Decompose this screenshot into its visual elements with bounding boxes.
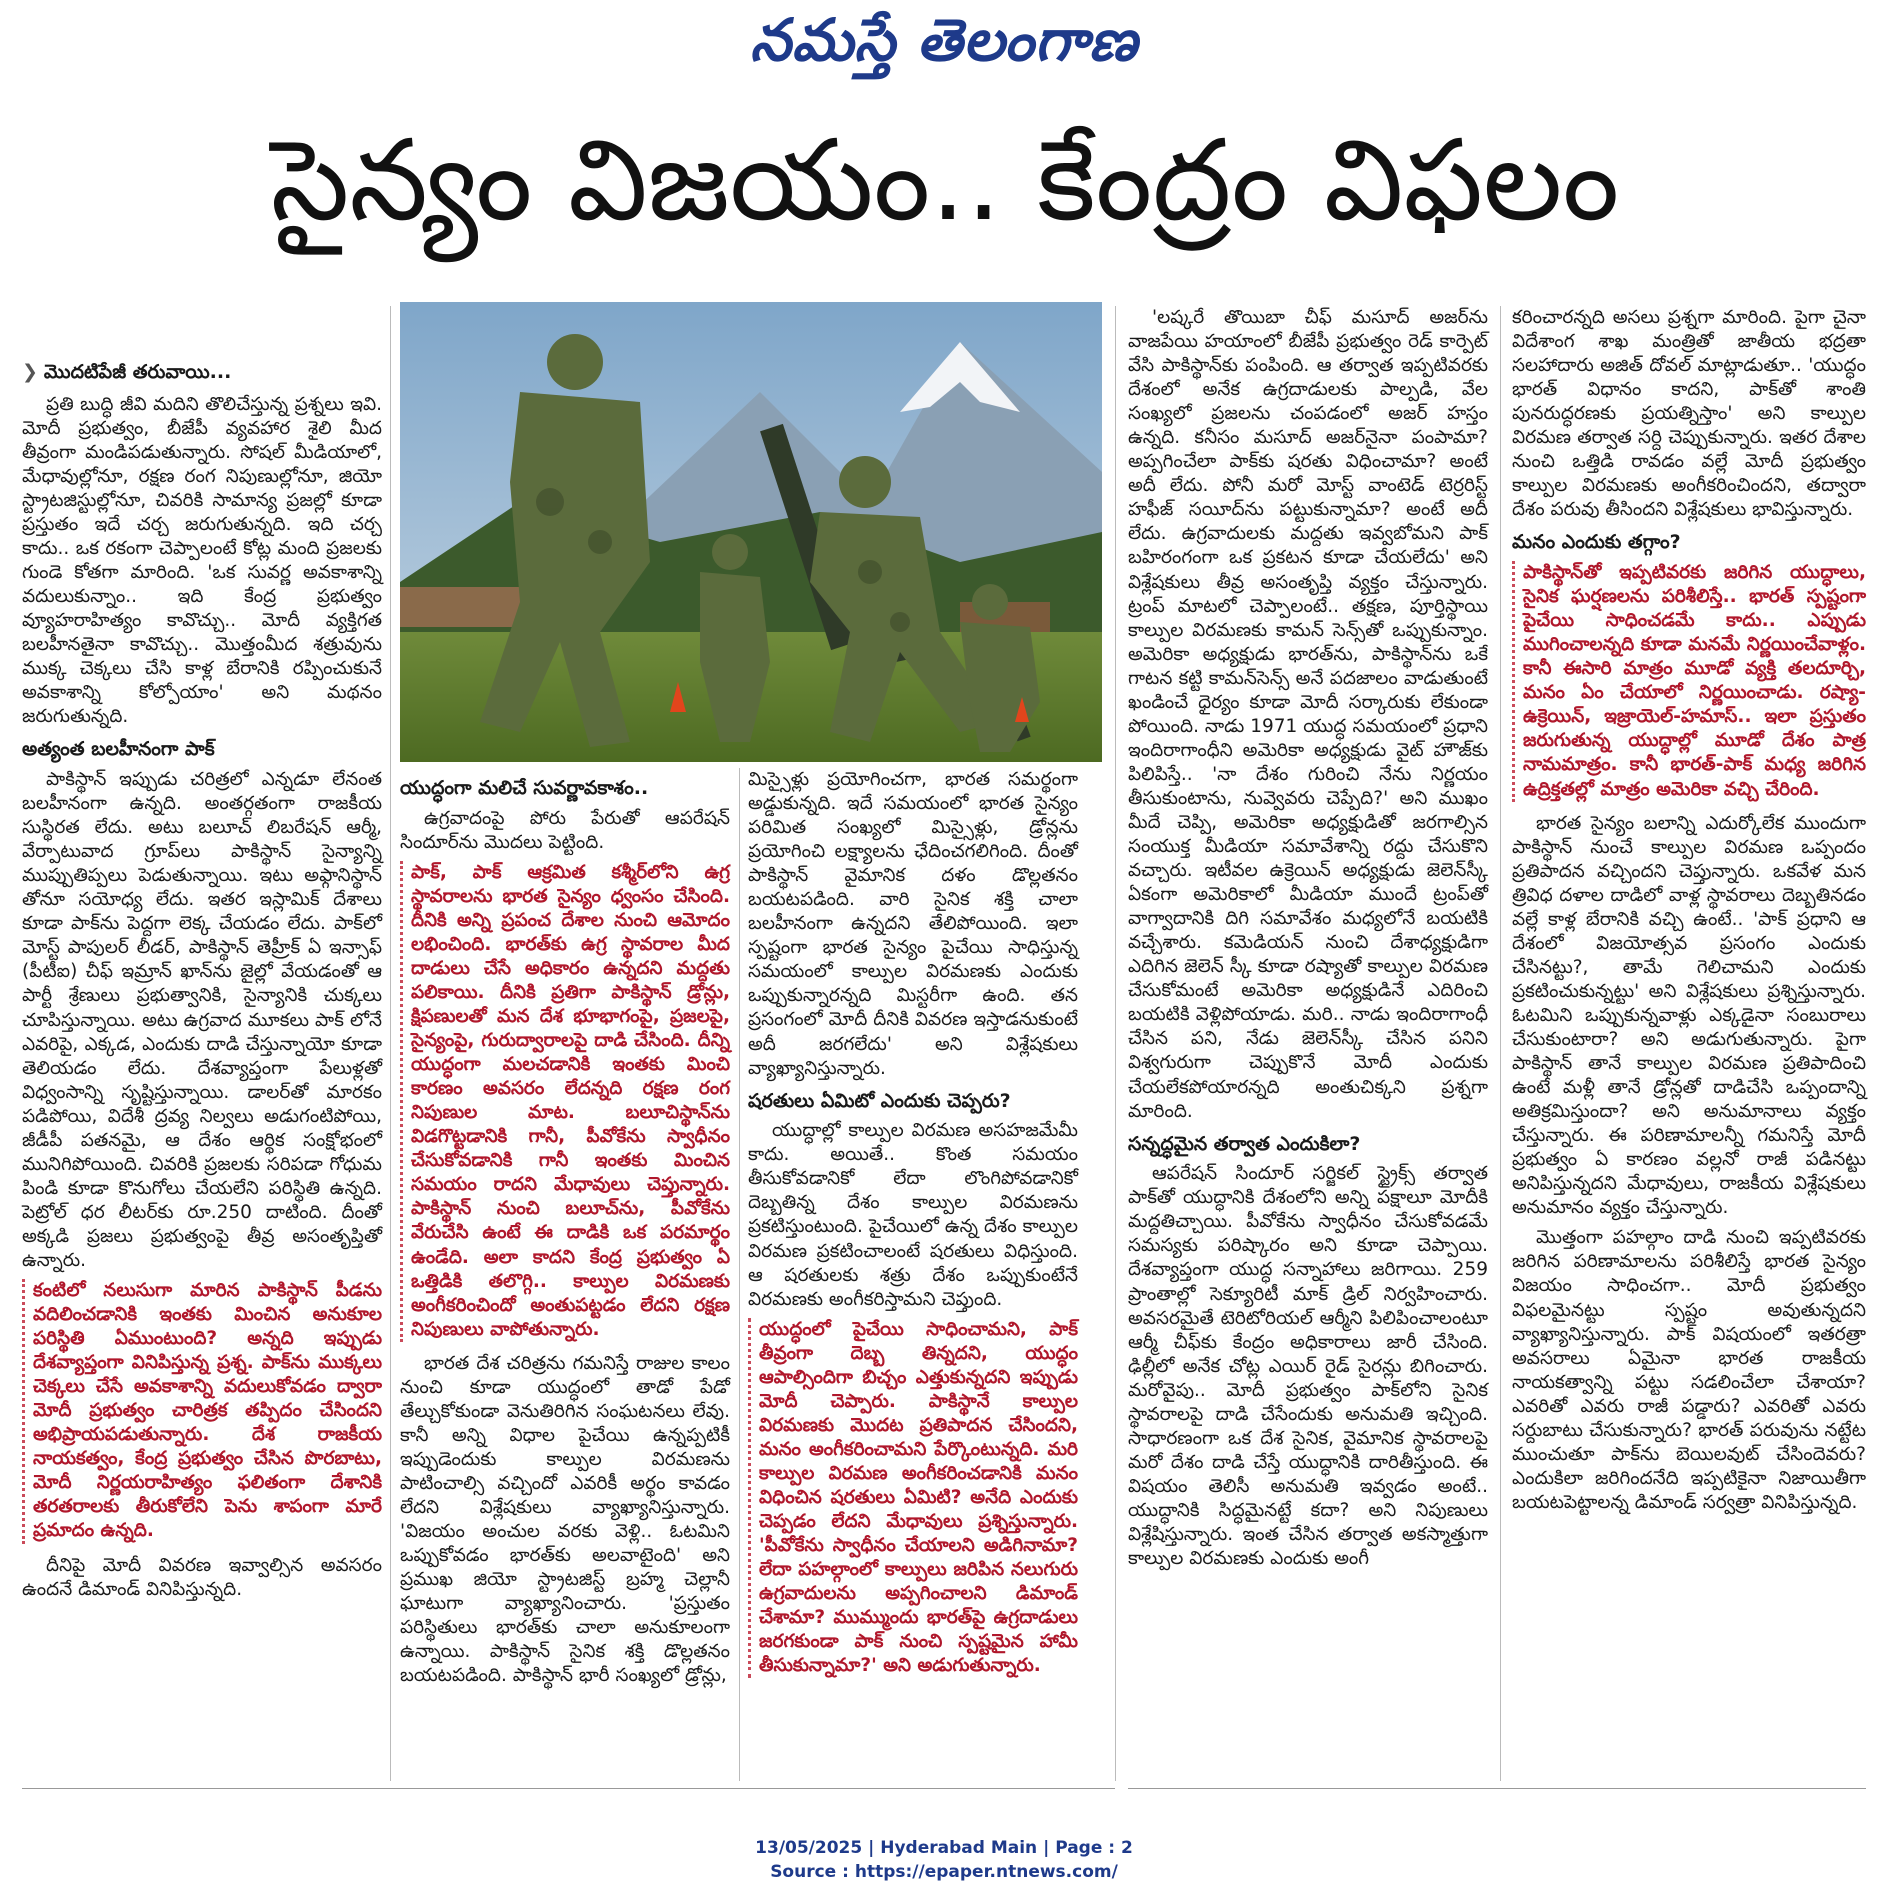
subheading: సన్నద్ధమైన తర్వాత ఎందుకిలా?: [1128, 1132, 1361, 1155]
subheading: మనం ఎందుకు తగ్గాం?: [1512, 531, 1681, 554]
paragraph: ఉగ్రవాదంపై పోరు పేరుతో ఆపరేషన్ సిందూర్‌ను మొదలు పెట్టింది.: [400, 807, 730, 853]
paragraph: ప్రతి బుద్ధి జీవి మదిని తొలిచేస్తున్న ప్రశ్నలు ఇవి. మోదీ ప్రభుత్వం, బీజేపీ వ్యవహార శైలి మీద తీవ్రంగా మండిపడుతున్నారు. సోషల్ మీడియాలో, మేధావుల్లోనూ, రక్షణ రంగ నిపుణుల్లోనూ, జియో స్ట్రాటజిస్టుల్లోనూ, చివరికి సామాన్య ప్రజల్లో కూడా ప్రస్తుతం ఇదే చర్చ జరుగుతున్నది. ఇది చర్చ కాదు.. ఒక రకంగా చెప్పాలంటే కోట్ల మంది ప్రజలకు గుండె కోతగా మారింది. 'ఒక సువర్ణ అవకాశాన్ని వదులుకున్నాం.. ఇది కేంద్ర ప్రభుత్వం వ్యూహరాహిత్యం కావొచ్చు.. మోదీ వ్యక్తిగత బలహీనతైనా కావొచ్చు.. మొత్తంమీద శత్రువును ముక్క చెక్కలు చేసి కాళ్ల బేరానికి రప్పించుకునే అవకాశాన్ని కోల్పోయాం' అని మథనం జరుగుతున్నది.: [22, 393, 382, 728]
column-3: [748, 768, 1078, 1688]
paragraph: ఆపరేషన్ సిందూర్ సర్జికల్ స్ట్రైక్స్ తర్వాత పాక్‌తో యుద్ధానికి దేశంలోని అన్ని పక్షాలూ మోదీకి మద్దతిచ్చాయి. పీవోకేను స్వాధీనం చేసుకోవడమే సమస్యకు పరిష్కారం అని కూడా చెప్పాయి. దేశవ్యాప్తంగా యుద్ధ సన్నాహాలు జరిగాయి. 259 ప్రాంతాల్లో సెక్యూరిటీ మాక్ డ్రిల్ నిర్వహించారు. అవసరమైతే టెరిటోరియల్ ఆర్మీని పిలిపించాలంటూ ఆర్మీ చీఫ్‌కు కేంద్రం అధికారాలు జారీ చేసింది. ఢిల్లీలో అనేక చోట్ల ఎయిర్ రైడ్ సైరన్లు బిగించారు. మరోవైపు.. మోదీ ప్రభుత్వం పాక్‌లోని సైనిక స్థావరాలపై దాడి చేసేందుకు అనుమతి ఇచ్చింది. సాధారణంగా ఒక దేశ సైనిక, వైమానిక స్థావరాలపై మరో దేశం దాడి చేస్తే యుద్ధానికి దారితీస్తుంది. ఈ విషయం తెలిసీ అనుమతి ఇవ్వడం అంటే.. యుద్ధానికి సిద్ధమైనట్టే కదా? అని నిపుణులు విశ్లేషిస్తున్నారు. ఇంత చేసిన తర్వాత అకస్మాత్తుగా కాల్పుల విరమణకు ఎందుకు అంగీ: [1128, 1163, 1488, 1570]
pull-quote: యుద్ధంలో పైచేయి సాధించామని, పాక్ తీవ్రంగా దెబ్బ తిన్నదని, యుద్ధం ఆపాల్సిందిగా బిచ్చం ఎత్తుకున్నదని ఇప్పుడు మోదీ చెప్పారు. పాకిస్థానే కాల్పుల విరమణకు మొదట ప్రతిపాదన చేసిందని, మనం అంగీకరించామని పేర్కొంటున్నది. మరి కాల్పుల విరమణ అంగీకరించడానికి మనం విధించిన షరతులు ఏమిటి? అనేది ఎందుకు చెప్పడం లేదని మేధావులు ప్రశ్నిస్తున్నారు. 'పీవోకేను స్వాధీనం చేయాలని అడిగినామా? లేదా పహల్గాంలో కాల్పులు జరిపిన నలుగురు ఉగ్రవాదులను అప్పగించాలని డిమాండ్ చేశామా? ముమ్ముందు భారత్‌పై ఉగ్రదాడులు జరగకుండా పాక్ నుంచి స్పష్టమైన హామీ తీసుకున్నామా?' అని అడుగుతున్నారు.: [748, 1318, 1078, 1679]
paragraph: కరించారన్నది అసలు ప్రశ్నగా మారింది. పైగా చైనా విదేశాంగ శాఖ మంత్రితో జాతీయ భద్రతా సలహాదారు అజిత్ దోవల్ మాట్లాడుతూ.. 'యుద్ధం భారత్ విధానం కాదని, పాక్‌తో శాంతి పునరుద్ధరణకు ప్రయత్నిస్తాం' అని కాల్పుల విరమణ తర్వాత సర్ది చెప్పుకున్నారు. ఇతర దేశాల నుంచి ఒత్తిడి రావడం వల్లే మోదీ ప్రభుత్వం కాల్పుల విరమణకు అంగీకరించిందని, తద్వారా దేశం పరువు తీసిందని విశ్లేషకులు భావిస్తున్నారు.: [1512, 307, 1866, 521]
paragraph: మొత్తంగా పహల్గాం దాడి నుంచి ఇప్పటివరకు జరిగిన పరిణామాలను పరిశీలిస్తే భారత సైన్యం విజయం సాధించగా.. మోదీ ప్రభుత్వం విఫలమైనట్టు స్పష్టం అవుతున్నదని వ్యాఖ్యానిస్తున్నారు. పాక్ విషయంలో ఇతరత్రా అవసరాలు ఏమైనా భారత రాజకీయ నాయకత్వాన్ని పట్టు సడలించేలా చేశాయా? ఎవరితో ఎవరు రాజీ పడ్డారు? ఎవరితో ఎవరు సర్దుబాటు చేసుకున్నారు? భారత్ పరువును నట్టేట ముంచుతూ పాక్‌ను బెయిలవుట్ చేసిందెవరు? ఎందుకిలా జరిగిందనేది ఇప్పటికైనా నిజాయితీగా బయటపెట్టాలన్న డిమాండ్ సర్వత్రా వినిపిస్తున్నది.: [1512, 1227, 1866, 1513]
subheading: అత్యంత బలహీనంగా పాక్: [22, 738, 215, 761]
pull-quote: పాకిస్థాన్‌తో ఇప్పటివరకు జరిగిన యుద్ధాలు, సైనిక ఘర్షణలను పరిశీలిస్తే.. భారత్ స్పష్టంగా పైచేయి సాధించడమే కాదు.. ఎప్పుడు ముగించాలన్నది కూడా మనమే నిర్ణయించేవాళ్లం. కానీ ఈసారి మాత్రం మూడో వ్యక్తి తలదూర్చి, మనం ఏం చేయాలో నిర్ణయించాడు. రష్యా-ఉక్రెయిన్, ఇజ్రాయెల్-హమాస్.. ఇలా ప్రస్తుతం జరుగుతున్న యుద్ధాల్లో మూడో దేశం పాత్ర నామమాత్రం. కానీ భారత్-పాక్ మధ్య జరిగిన ఉద్రిక్తతల్లో మాత్రం అమెరికా వచ్చి చేరింది.: [1512, 561, 1866, 801]
chevron-right-icon: ❯: [22, 361, 38, 383]
continuation-label: ❯ మొదటిపేజీ తరువాయి...: [22, 361, 232, 383]
pull-quote: కంటిలో నలుసుగా మారిన పాకిస్థాన్ పీడను వదిలించడానికి ఇంతకు మించిన అనుకూల పరిస్థితి ఏముంటుంది? అన్నది ఇప్పుడు దేశవ్యాప్తంగా వినిపిస్తున్న ప్రశ్న. పాక్‌ను ముక్కలు చెక్కలు చేసే అవకాశాన్ని వదులుకోవడం ద్వారా మోదీ ప్రభుత్వం చారిత్రక తప్పిదం చేసిందని అభిప్రాయపడుతున్నారు. దేశ రాజకీయ నాయకత్వం, కేంద్ర ప్రభుత్వం చేసిన పొరబాటు, మోదీ నిర్ణయరాహిత్యం ఫలితంగా దేశానికి తరతరాలకు తీరుకోలేని పెను శాపంగా మారే ప్రమాదం ఉన్నది.: [22, 1279, 382, 1544]
footer-source-link[interactable]: Source : https://epaper.ntnews.com/: [770, 1862, 1118, 1882]
paragraph: మిస్సైళ్లు ప్రయోగించగా, భారత సమర్థంగా అడ్డుకున్నది. ఇదే సమయంలో భారత సైన్యం పరిమిత సంఖ్యలో మిస్సైళ్లు, డ్రోన్లను ప్రయోగించి లక్ష్యాలను ఛేదించగలిగింది. దీంతో పాకిస్థాన్ వైమానిక దళం డొల్లతనం బయటపడింది. వారి సైనిక శక్తి చాలా బలహీనంగా ఉన్నదని తేలిపోయింది. ఇలా స్పష్టంగా భారత సైన్యం పైచేయి సాధిస్తున్న సమయంలో కాల్పుల విరమణకు ఎందుకు ఒప్పుకున్నారన్నది మిస్టరీగా ఉంది. తన ప్రసంగంలో మోదీ దీనికి వివరణ ఇస్తాడనుకుంటే అదీ జరగలేదు' అని విశ్లేషకులు వ్యాఖ్యానిస్తున్నారు.: [748, 769, 1078, 1079]
paragraph: యుద్ధాల్లో కాల్పుల విరమణ అసహజమేమీ కాదు. అయితే.. కొంత సమయం తీసుకోవడానికో లేదా లొంగిపోవడానికో దెబ్బతిన్న దేశం కాల్పుల విరమణను ప్రకటిస్తుంటుంది. పైచేయిలో ఉన్న దేశం కాల్పుల విరమణ ప్రకటించాలంటే షరతులు విధిస్తుంది. ఆ షరతులకు శత్రు దేశం ఒప్పుకుంటేనే విరమణకు అంగీకరిస్తామని చెప్తుంది.: [748, 1120, 1078, 1310]
footer-date-edition: 13/05/2025 | Hyderabad Main | Page : 2: [755, 1838, 1133, 1858]
column-5: [1512, 306, 1866, 1521]
paragraph: భారత సైన్యం బలాన్ని ఎదుర్కోలేక ముందుగా పాకిస్థాన్ నుంచే కాల్పుల విరమణ ఒప్పందం ప్రతిపాదన వచ్చిందని చెప్తున్నారు. ఒకవేళ మన త్రివిధ దళాల దాడిలో వాళ్ల స్థావరాలు దెబ్బతినడం వల్లే కాళ్ల బేరానికి వచ్చి ఉంటే.. 'పాక్ ప్రధాని ఆ దేశంలో విజయోత్సవ ప్రసంగం ఎందుకు చేసినట్టు?, తామే గెలిచామని ఎందుకు ప్రకటించుకున్నట్టు' అని విశ్లేషకులు ప్రశ్నిస్తున్నారు. ఓటమిని ఒప్పుకున్నవాళ్లు ఎక్కడైనా సంబురాలు చేసుకుంటారా? అని అడుగుతున్నారు. పైగా పాకిస్థాన్ తానే కాల్పుల విరమణ ప్రతిపాదించి ఉంటే మళ్లీ తానే డ్రోన్లతో దాడిచేసి ఒప్పందాన్ని అతిక్రమిస్తుందా? అని అనుమానాలు వ్యక్తం చేస్తున్నారు. ఈ పరిణామాలన్నీ గమనిస్తే మోదీ ప్రభుత్వం ఏ కారణం వల్లనో రాజీ పడినట్టు అనిపిస్తున్నదని మేధావులు, రాజకీయ విశ్లేషకులు అనుమానం వ్యక్తం చేస్తున్నారు.: [1512, 812, 1866, 1219]
page-headline: సైన్యం విజయం.. కేంద్రం విఫలం: [270, 116, 1620, 246]
subheading: యుద్ధంగా మలిచే సువర్ణావకాశం..: [400, 777, 649, 799]
soldiers-photo: [400, 302, 1102, 762]
column-2: [400, 768, 730, 1694]
pull-quote: పాక్, పాక్ ఆక్రమిత కశ్మీర్‌లోని ఉగ్ర స్థావరాలను భారత సైన్యం ధ్వంసం చేసింది. దీనికి అన్ని ప్రపంచ దేశాల నుంచి ఆమోదం లభించింది. భారత్‌కు ఉగ్ర స్థావరాల మీద దాడులు చేసే అధికారం ఉన్నదని మద్దతు పలికాయి. దీనికి ప్రతిగా పాకిస్థాన్ డ్రోన్లు, క్షిపణులతో మన దేశ భూభాగంపై, ప్రజలపై, సైన్యంపై, గురుద్వారాలపై దాడి చేసింది. దీన్ని యుద్ధంగా మలచడానికి ఇంతకు మించి కారణం అవసరం లేదన్నది రక్షణ రంగ నిపుణుల మాట. బలూచిస్థాన్‌ను విడగొట్టడానికి గానీ, పీవోకేను స్వాధీనం చేసుకోవడానికి గానీ ఇంతకు మించిన సమయం రాదని మేధావులు చెప్తున్నారు. పాకిస్థాన్ నుంచి బలూచ్‌ను, పీవోకేను వేరుచేసి ఉంటే ఈ దాడికి ఒక పరమార్థం ఉండేది. అలా కాదని కేంద్ర ప్రభుత్వం ఏ ఒత్తిడికి తలొగ్గి.. కాల్పుల విరమణకు అంగీకరించిందో అంతుపట్టడం లేదని రక్షణ నిపుణులు వాపోతున్నారు.: [400, 861, 730, 1342]
paragraph: 'లష్కరే తొయిబా చీఫ్ మసూద్ అజర్‌ను వాజపేయి హయాంలో బీజేపీ ప్రభుత్వం రెడ్ కార్పెట్ వేసి పాకిస్థాన్‌కు పంపింది. ఆ తర్వాత ఇప్పటివరకు దేశంలో అనేక ఉగ్రదాడులకు పాల్పడి, వేల సంఖ్యలో ప్రజలను చంపడంలో అజర్ హస్తం ఉన్నది. కనీసం మసూద్ అజర్‌నైనా పంపామా? అప్పగించేలా పాక్‌కు షరతు విధించామా? అంటే అదీ లేదు. పోనీ మరో మోస్ట్ వాంటెడ్ టెర్రరిస్ట్ హఫీజ్ సయీద్‌ను పట్టుకున్నామా? అంటే అదీ లేదు. ఉగ్రవాదులకు మద్దతు ఇవ్వబోమని పాక్ బహిరంగంగా ఒక ప్రకటన కూడా చేయలేదు' అని విశ్లేషకులు తీవ్ర అసంతృప్తి వ్యక్తం చేస్తున్నారు. ట్రంప్ మాటలో చెప్పాలంటే.. తక్షణ, పూర్తిస్థాయి కాల్పుల విరమణకు కామన్ సెన్స్‌తో ఒప్పుకున్నాం. అమెరికా అధ్యక్షుడు భారత్‌ను, పాకిస్థాన్‌ను ఒకే గాటన కట్టి కామన్‌సెన్స్ అనే పదజాలం వాడుతుంటే ఖండించే ధైర్యం కూడా మోదీ సర్కారుకు లేకుండా పోయింది. నాడు 1971 యుద్ధ సమయంలో ప్రధాని ఇందిరాగాంధీని అమెరికా అధ్యక్షుడు వైట్ హౌజ్‌కు పిలిపిస్తే.. 'నా దేశం గురించి నేను నిర్ణయం తీసుకుంటాను, నువ్వెవరు చెప్పేది?' అని ముఖం మీదే చెప్పి, అమెరికా అధ్యక్షుడితో జరగాల్సిన సంయుక్త మీడియా సమావేశాన్ని రద్దు చేసుకొని వచ్చారు. ఇటీవల ఉక్రెయిన్ అధ్యక్షుడు జెలెన్‌స్కీ ఏకంగా అమెరికాలో మీడియా ముందే ట్రంప్‌తో వాగ్వాదానికి దిగి సమావేశం మధ్యలోనే బయటికి వచ్చేశారు. కమెడియన్ నుంచి దేశాధ్యక్షుడిగా ఎదిగిన జెలెన్ స్కీ కూడా రష్యాతో కాల్పుల విరమణ చేసుకోమంటే అమెరికా అధ్యక్షుడినే ఎదిరించి బయటికి వెళ్లిపోయాడు. మరి.. నాడు ఇందిరాగాంధీ చేసిన పని, నేడు జెలెన్‌స్కీ చేసిన పనిని విశ్వగురుగా చెప్పుకొనే మోదీ ఎందుకు చేయలేకపోయారన్నది అంతుచిక్కని ప్రశ్నగా మారింది.: [1128, 307, 1488, 1122]
subheading: షరతులు ఏమిటో ఎందుకు చెప్పరు?: [748, 1089, 1011, 1112]
column-1: [22, 360, 382, 1608]
paragraph: దీనిపై మోదీ వివరణ ఇవ్వాల్సిన అవసరం ఉందనే డిమాండ్ వినిపిస్తున్నది.: [22, 1554, 382, 1600]
paragraph: పాకిస్థాన్ ఇప్పుడు చరిత్రలో ఎన్నడూ లేనంత బలహీనంగా ఉన్నది. అంతర్గతంగా రాజకీయ సుస్థిరత లేదు. అటు బలూచ్ లిబరేషన్ ఆర్మీ, వేర్పాటువాద గ్రూప్‌లు పాకిస్థాన్ సైన్యాన్ని ముప్పుతిప్పలు పెడుతున్నాయి. ఇటు అఫ్గానిస్థాన్ తోనూ సయోధ్య లేదు. ఇతర ఇస్లామిక్ దేశాలు కూడా పాక్‌ను పెద్దగా లెక్క చేయడం లేదు. పాక్‌లో మోస్ట్ పాపులర్ లీడర్, పాకిస్థాన్ తెహ్రీక్ ఏ ఇన్సాఫ్ (పీటీఐ) చీఫ్ ఇమ్రాన్ ఖాన్‌ను జైల్లో వేయడంతో ఆ పార్టీ శ్రేణులు ప్రభుత్వానికి, సైన్యానికి చుక్కలు చూపిస్తున్నాయి. అటు ఉగ్రవాద మూకలు పాక్ లోనే ఎవరిపై, ఎక్కడ, ఎందుకు దాడి చేస్తున్నాయో కూడా తెలియడం లేదు. దేశవ్యాప్తంగా పేలుళ్లతో విధ్వంసాన్ని సృష్టిస్తున్నాయి. డాలర్‌తో మారకం పడిపోయి, విదేశీ ద్రవ్య నిల్వలు అడుగంటిపోయి, జీడీపీ పతనమై, ఆ దేశం ఆర్థిక సంక్షోభంలో మునిగిపోయింది. చివరికి ప్రజలకు సరిపడా గోధుమ పిండి కూడా కొనుగోలు చేయలేని పరిస్థితి ఉన్నది. పెట్రోల్ ధర లీటర్‌కు రూ.250 దాటింది. దీంతో అక్కడి ప్రజలు ప్రభుత్వంపై తీవ్ర అసంతృప్తితో ఉన్నారు.: [22, 769, 382, 1271]
masthead-logo: నమస్తే తెలంగాణ: [750, 6, 1138, 74]
paragraph: భారత దేశ చరిత్రను గమనిస్తే రాజుల కాలం నుంచి కూడా యుద్ధంలో తాడో పేడో తేల్చుకోకుండా వెనుతిరిగిన సంఘటనలు లేవు. కానీ అన్ని విధాల పైచేయి ఉన్నప్పటికీ ఇప్పుడెందుకు కాల్పుల విరమణను పాటించాల్సి వచ్చిందో ఎవరికీ అర్థం కావడం లేదని విశ్లేషకులు వ్యాఖ్యానిస్తున్నారు. 'విజయం అంచుల వరకు వెళ్లి.. ఓటమిని ఒప్పుకోవడం భారత్‌కు అలవాటైంది' అని ప్రముఖ జియో స్ట్రాటజిస్ట్ బ్రహ్మ చెల్లానీ ఘాటుగా వ్యాఖ్యానించారు. 'ప్రస్తుతం పరిస్థితులు భారత్‌కు చాలా అనుకూలంగా ఉన్నాయి. పాకిస్థాన్ సైనిక శక్తి డొల్లతనం బయటపడింది. పాకిస్థాన్ భారీ సంఖ్యలో డ్రోన్లు,: [400, 1352, 730, 1687]
column-4: [1128, 306, 1488, 1577]
